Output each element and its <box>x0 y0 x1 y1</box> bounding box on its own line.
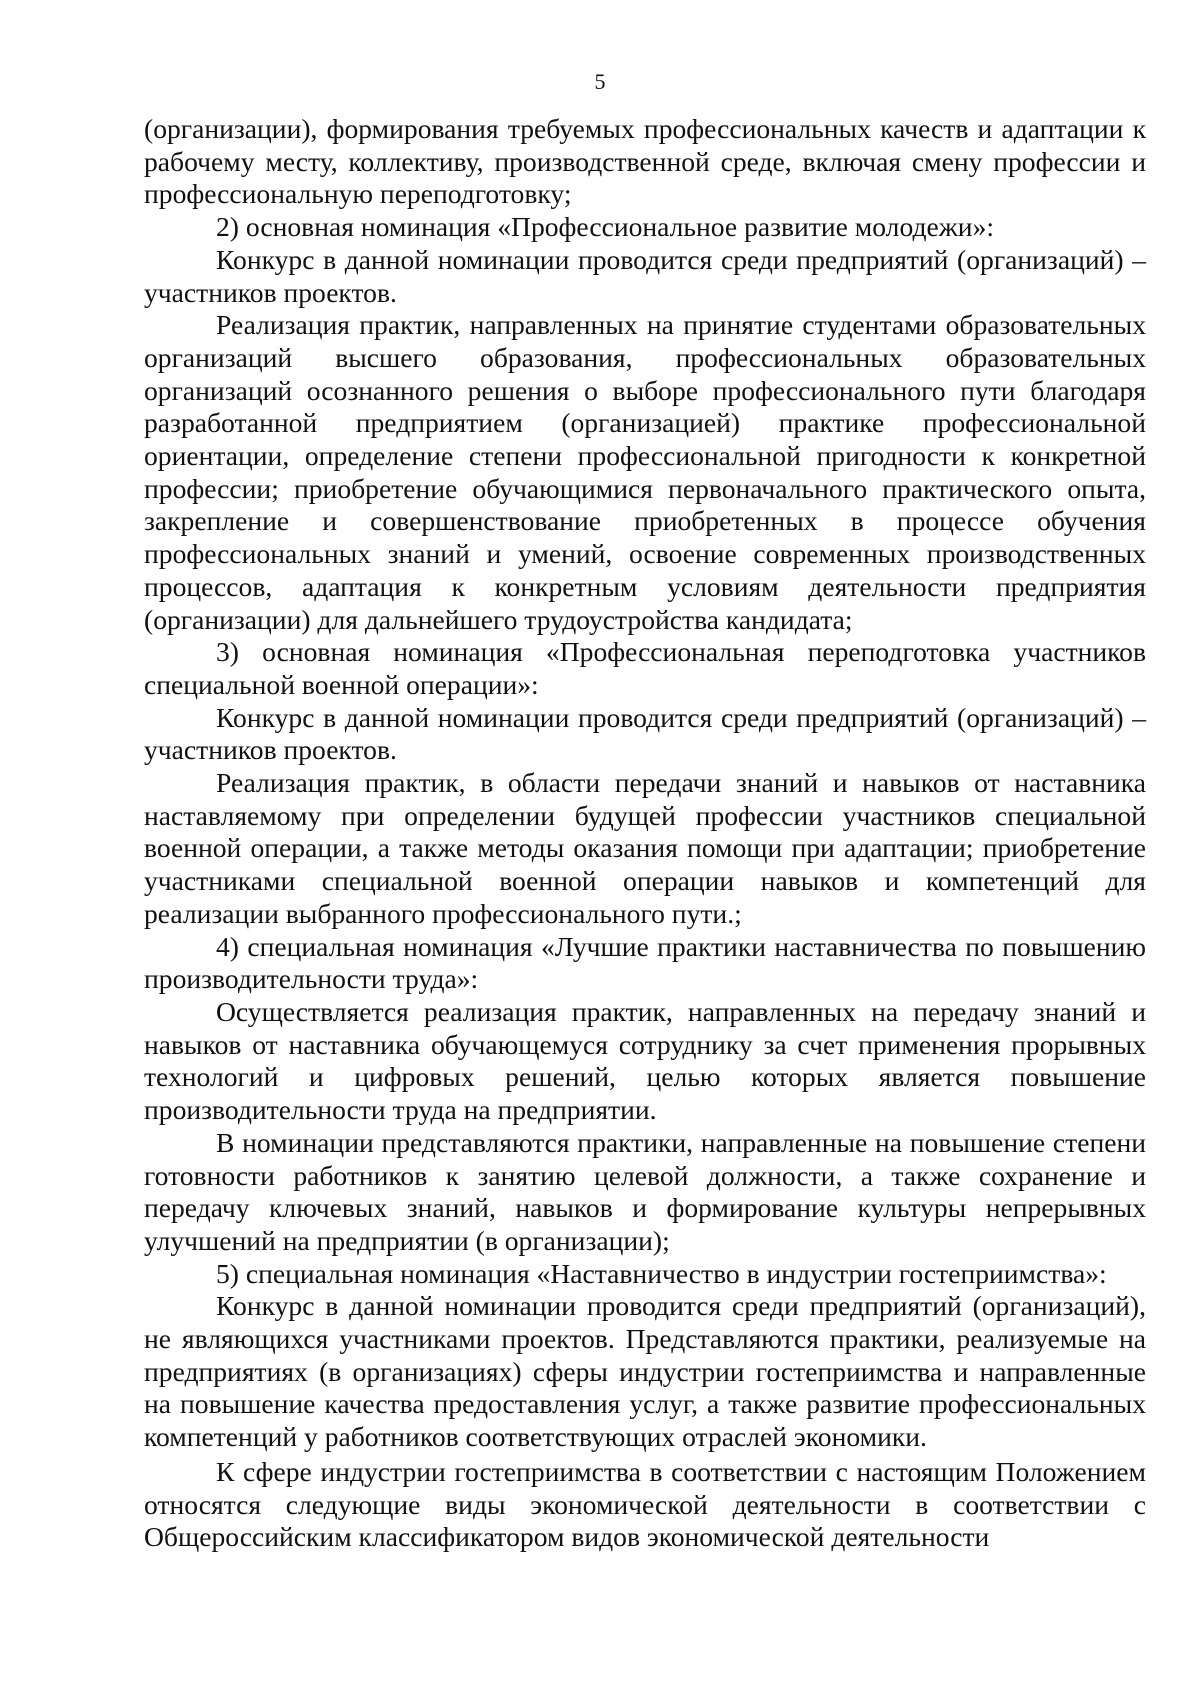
nomination-4-heading: 4) специальная номинация «Лучшие практики наставничества по повышению производительности труда»: <box>144 930 1146 995</box>
nomination-2-participants: Конкурс в данной номинации проводится среди предприятий (организаций) – участников проектов. <box>144 243 1146 308</box>
nomination-3-heading: 3) основная номинация «Профессиональная переподготовка участников специальной военной операции»: <box>144 636 1146 700</box>
paragraph-continuation: (организации), формирования требуемых профессиональных качеств и адаптации к рабочему месту, коллективу, производственной среде, включая смену профессии и профессиональную переподготовку; <box>144 113 1146 210</box>
nomination-5-heading: 5) специальная номинация «Наставничество в индустрии гостеприимства»: <box>216 1257 1107 1289</box>
nomination-4-practices: В номинации представляются практики, направленные на повышение степени готовности работников к занятию целевой должности, а также сохранение и передачу ключевых знаний, навыков и формирование культуры непрерывных улучшений на предприятии (в организации); <box>144 1126 1146 1256</box>
hospitality-scope-paragraph: К сфере индустрии гостеприимства в соответствии с настоящим Положением относятся следующие виды экономической деятельности в соответствии с Общероссийским классификатором видов экономической деятельности <box>144 1455 1146 1553</box>
document-body <box>144 113 1146 1554</box>
nomination-5-description: Конкурс в данной номинации проводится среди предприятий (организаций), не являющихся участниками проектов. Представляются практики, реализуемые на предприятиях (в организациях) сферы индустрии гостеприимства и направленные на повышение качества предоставления услуг, а также развитие профессиональных компетенций у работников соответствующих отраслей экономики. <box>144 1290 1146 1453</box>
nomination-4-description: Осуществляется реализация практик, направленных на передачу знаний и навыков от наставника обучающемуся сотруднику за счет применения прорывных технологий и цифровых решений, целью которых является повышение производительности труда на предприятии. <box>144 995 1146 1126</box>
nomination-2-description: Реализация практик, направленных на принятие студентами образовательных организаций высшего образования, профессиональных образовательных организаций осознанного решения о выборе профессионального пути благодаря разработанной предприятием (организацией) практике профессиональной ориентации, определение степени профессиональной пригодности к конкретной профессии; приобретение обучающимися первоначального практического опыта, закрепление и совершенствование приобретенных в процессе обучения профессиональных знаний и умений, освоение современных производственных процессов, адаптация к конкретным условиям деятельности предприятия (организации) для дальнейшего трудоустройства кандидата; <box>144 309 1146 635</box>
nomination-3-description: Реализация практик, в области передачи знаний и навыков от наставника наставляемому при определении будущей профессии участников специальной военной операции, а также методы оказания помощи при адаптации; приобретение участниками специальной военной операции навыков и компетенций для реализации выбранного профессионального пути.; <box>144 767 1146 929</box>
nomination-2-heading: 2) основная номинация «Профессиональное развитие молодежи»: <box>216 211 995 243</box>
nomination-3-participants: Конкурс в данной номинации проводится среди предприятий (организаций) – участников проектов. <box>144 701 1146 766</box>
page-number: 5 <box>594 69 606 94</box>
